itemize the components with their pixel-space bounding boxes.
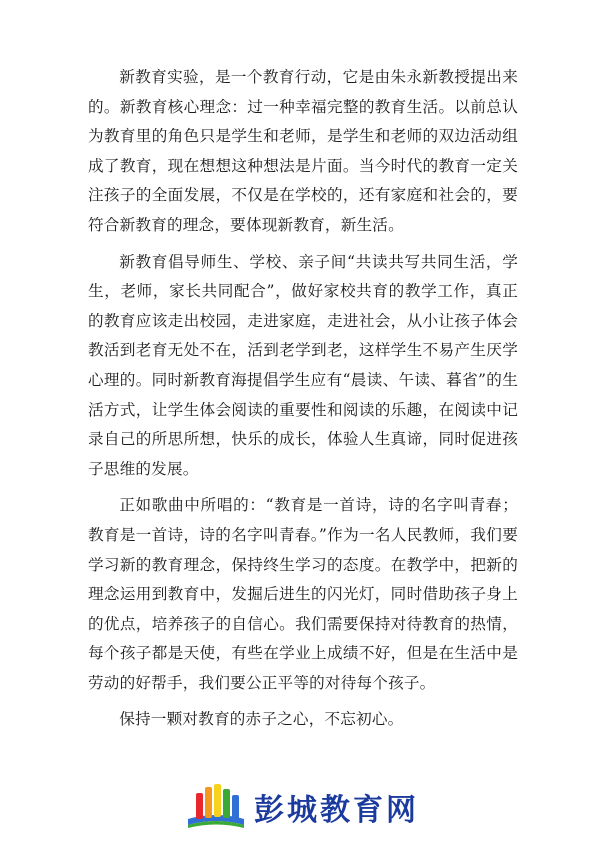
site-logo (184, 781, 434, 831)
document-body (88, 63, 518, 742)
paragraph-1: 新教育实验，是一个教育行动，它是由朱永新教授提出来的。新教育核心理念：过一种幸福完整的教育生活。以前总认为教育里的角色只是学生和老师，是学生和老师的双边活动组成了教育，现在想想这种想法是片面。当今时代的教育一定关注孩子的全面发展，不仅是在学校的，还有家庭和社会的，要符合新教育的理念，要体现新教育，新生活。 (88, 68, 518, 234)
paragraph-3: 正如歌曲中所唱的：“教育是一首诗，诗的名字叫青春；教育是一首诗，诗的名字叫青春。”作为一名人民教师，我们要学习新的教育理念，保持终生学习的态度。在教学中，把新的理念运用到教育中，发掘后进生的闪光灯，同时借助孩子身上的优点，培养孩子的自信心。我们需要保持对待教育的热情，每个孩子都是天使，有些在学业上成绩不好，但是在生活中是劳动的好帮手，我们要公正平等的对待每个孩子。 (88, 496, 518, 692)
site-logo-text: 彭城教育网 (254, 793, 419, 828)
paragraph-2: 新教育倡导师生、学校、亲子间“共读共写共同生活，学生，老师，家长共同配合”，做好家校共育的教学工作，真正的教育应该走出校园，走进家庭，走进社会，从小让孩子体会教活到老育无处不在，活到老学到老，这样学生不易产生厌学心理的。同时新教育海提倡学生应有“晨读、午读、暮省”的生活方式，让学生体会阅读的重要性和阅读的乐趣，在阅读中记录自己的所思所想，快乐的成长，体验人生真谛，同时促进孩子思维的发展。 (88, 252, 518, 478)
book-logo-icon (184, 781, 248, 831)
paragraph-4: 保持一颗对教育的赤子之心，不忘初心。 (119, 710, 404, 729)
